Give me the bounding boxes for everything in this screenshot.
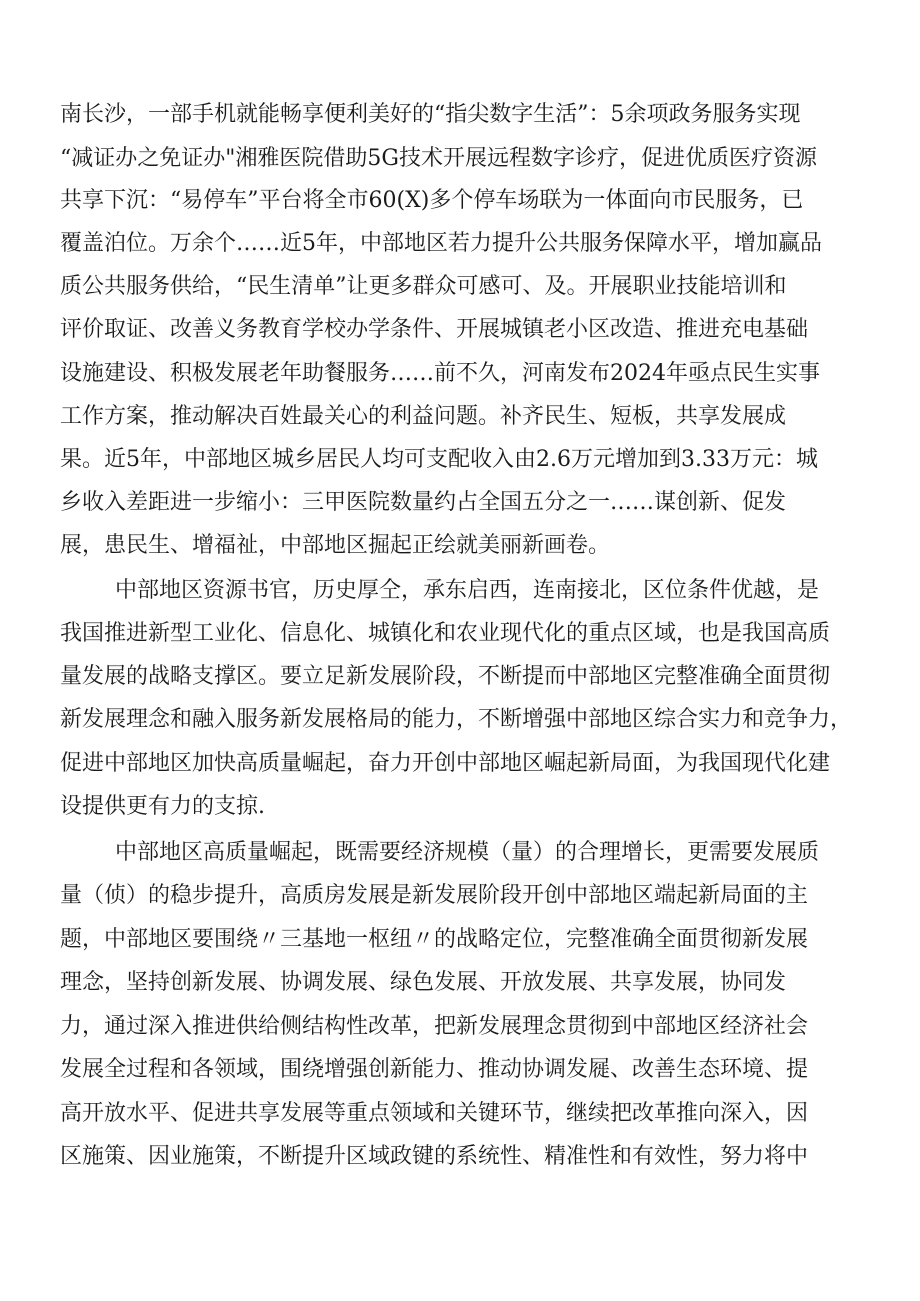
text-line: 题，中部地区要围绕〃三基地一枢纽〃的战略定位，完整准确全面贯彻新发展 bbox=[60, 927, 809, 952]
text-line: 工作方案，推动解决百姓最关心的利益问题。补齐民生、短板，共享发展成 bbox=[60, 404, 787, 429]
text-line: 促进中部地区加快高质量崛起，奋力开创中部地区崛起新局面，为我国现代化建 bbox=[60, 751, 831, 776]
text-line: 乡收入差距进一步缩小：三甲医院数量约占全国五分之一……谋创新、促发 bbox=[60, 490, 787, 515]
text-line: 新发展理念和融入服务新发展格局的能力，不断增强中部地区综合实力和竞争力， bbox=[60, 707, 853, 732]
text-line: 量发展的战略支撑区。要立足新发展阶段，不断提而中部地区完整准确全面贯彻 bbox=[60, 664, 831, 689]
text-line: 南长沙，一部手机就能畅享便利美好的“指尖数字生活”：5余项政务服务实现 bbox=[60, 102, 801, 127]
text-line: 我国推进新型工业化、信息化、城镇化和农业现代化的重点区域，也是我国高质 bbox=[60, 621, 831, 646]
text-line: 量（侦）的稳步提升，高质房发展是新发展阶段开创中部地区端起新局面的主 bbox=[60, 883, 809, 908]
text-line: 力，通过深入推进供给侧结构性改革，把新发展理念贯彻到中部地区经济社会 bbox=[60, 1014, 809, 1039]
text-line: 发展全过程和各领域，围绕增强创新能力、推动协调发屣、改善生态环境、提 bbox=[60, 1057, 809, 1082]
paragraph-first-line: 中部地区高质量崛起，既需要经济规模（量）的合理增长，更需要发展质 bbox=[115, 840, 820, 865]
text-line: 共享下沉：“易停车”平台将全市60(X)多个停车场联为一体面向市民服务，已 bbox=[60, 188, 804, 213]
text-line: 评价取证、改善义务教育学校办学条件、开展城镇老小区改造、推进充电基础 bbox=[60, 317, 809, 342]
text-line: 覆盖泊位。万余个……近5年，中部地区若力提升公共服务保障水平，增加赢品 bbox=[60, 231, 822, 256]
text-line: 理念，坚持创新发展、协调发展、绿色发展、开放发展、共享发展，协同发 bbox=[60, 970, 787, 995]
text-line: 果。近5年，中部地区城乡居民人均可支配收入由2.6万元增加到3.33万元：城 bbox=[60, 447, 818, 472]
text-line: 质公共服务供给，“民生清单”让更多群众可感可、及。开展职业技能培训和 bbox=[60, 274, 787, 299]
text-line: “减证办之免证办"湘雅医院借助5G技术开展远程数字诊疗，促进优质医疗资源 bbox=[60, 146, 817, 171]
text-line: 展，患民生、增福祉，中部地区掘起正绘就美丽新画卷。 bbox=[60, 533, 611, 558]
paragraph-first-line: 中部地区资源书官，历史厚仝，承东启西，连南接北，区位条件优越，是 bbox=[115, 578, 820, 603]
text-line: 设提供更有力的支掠. bbox=[60, 794, 265, 819]
text-line: 区施策、因业施策，不断提升区域政键的系统性、精准性和有效性，努力将中 bbox=[60, 1144, 809, 1169]
text-line: 设施建设、积极发展老年助餐服务……前不久，河南发布2024年亟点民生实事 bbox=[60, 361, 820, 386]
text-line: 高开放水平、促进共享发展等重点领域和关键环节，继续把改革推向深入，因 bbox=[60, 1101, 809, 1126]
